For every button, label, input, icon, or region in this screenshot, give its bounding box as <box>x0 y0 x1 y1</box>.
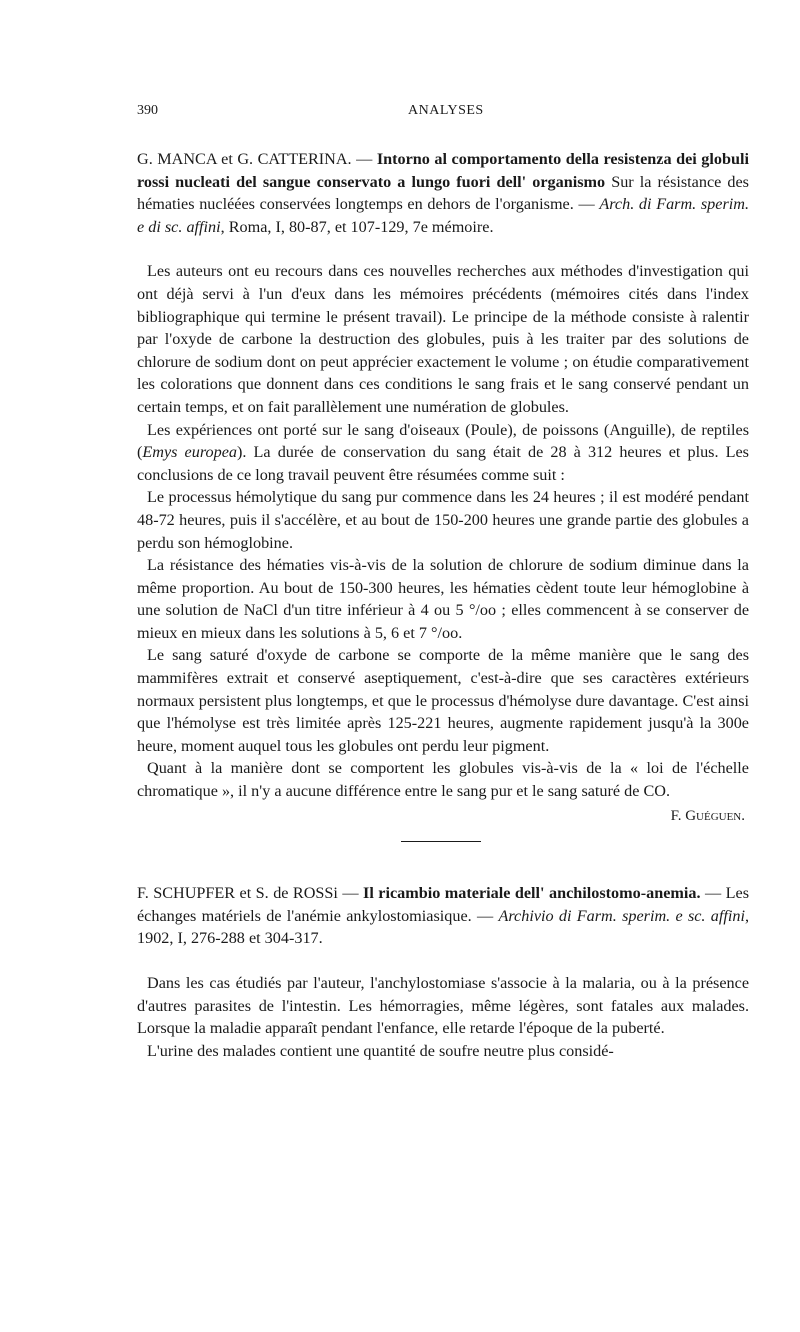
analysis-2-journal: Archivio di Farm. sperim. e sc. affini <box>498 906 745 925</box>
analysis-1-paragraph: Le sang saturé d'oxyde de carbone se comporte de la même manière que le sang des mammifères extrait et conservé aseptiquement, c'est-à-dire que ses caractères extérieurs normaux persistent plus longtemps, et que le processus d'hémolyse dure davantage. C'est ainsi que l'hémolyse est très limitée après 125-221 heures, augmente rapidement jusqu'à la 300e heure, moment auquel tous les globules ont perdu leur pigment. <box>137 646 749 755</box>
analysis-1-title-it: Intorno al comportamento della resistenza dei globuli rossi nucleati del sangue conservato a lungo fuori dell' organismo <box>137 150 749 191</box>
analysis-1-authors: G. MANCA et G. CATTERINA. <box>137 150 352 168</box>
analysis-1-paragraph: Quant à la manière dont se comportent les globules vis-à-vis de la « loi de l'échelle chromatique », il n'y a aucune différence entre le sang pur et le sang saturé de CO. <box>137 759 749 801</box>
analysis-2-title-fr: — Les échanges matériels de l'anémie ankylostomiasique. — <box>137 884 750 925</box>
page-number: 390 <box>137 103 158 118</box>
analysis-2-paragraph: L'urine des malades contient une quantité de soufre neutre plus considé- <box>147 1041 614 1060</box>
analysis-1-reference: , Roma, I, 80-87, et 107-129, 7e mémoire. <box>220 217 494 236</box>
analysis-1-citation: G. MANCA et G. CATTERINA. — Intorno al comportamento della resistenza dei globuli rossi nucleati del sangue conservato a lungo fuori dell' organismo Sur la résistance des hématies nucléées conservées longtemps en dehors de l'organisme. — Arch. di Farm. sperim. e di sc. affini, Roma, I, 80-87, et 107-129, 7e mémoire. <box>137 150 749 236</box>
analysis-1-paragraph: Le processus hémolytique du sang pur commence dans les 24 heures ; il est modéré pendant 48-72 heures, puis il s'accélère, et au bout de 150-200 heures une grande partie des globules a perdu son hémoglobine. <box>137 488 749 552</box>
analysis-1-title-fr: Sur la résistance des hématies nucléées conservées longtemps en dehors de l'organisme. <box>137 172 749 214</box>
analysis-1-journal: Arch. di Farm. sperim. e di sc. affini <box>137 195 749 236</box>
analysis-1-paragraph: La résistance des hématies vis-à-vis de la solution de chlorure de sodium diminue dans la même proportion. Au bout de 150-300 heures, les hématies cèdent toute leur hémoglobine à une solution de NaCl d'un titre inférieur à 4 ou 5 °/oo ; elles commencent à se conserver de mieux en mieux dans les solutions à 5, 6 et 7 °/oo. <box>137 556 749 642</box>
section-divider <box>401 841 481 842</box>
running-header <box>137 100 749 122</box>
running-title: ANALYSES <box>408 103 484 118</box>
page <box>137 100 749 1062</box>
analysis-1-paragraph: Les expériences ont porté sur le sang d'oiseaux (Poule), de poissons (Anguille), de reptiles (Emys europea). La durée de conservation du sang était de 28 à 312 heures et plus. Les conclusions de ce long travail peuvent être résumées comme suit : <box>137 420 749 484</box>
analysis-1-signature: F. Guéguen. <box>670 807 745 824</box>
analysis-2-citation: F. SCHUPFER et S. de ROSSi — Il ricambio materiale dell' anchilostomo-anemia. — Les échanges matériels de l'anémie ankylostomiasique. — Archivio di Farm. sperim. e sc. affini, 1902, I, 276-288 et 304-317. <box>137 884 750 948</box>
analysis-2-authors: F. SCHUPFER et S. de ROSSi <box>137 884 338 903</box>
analysis-2-paragraph: Dans les cas étudiés par l'auteur, l'anchylostomiase s'associe à la malaria, ou à la présence d'autres parasites de l'intestin. Les hémorragies, même légères, sont fatales aux malades. Lorsque la maladie apparaît pendant l'enfance, elle retarde l'époque de la puberté. <box>137 974 749 1038</box>
analysis-2-title-it: Il ricambio materiale dell' anchilostomo-anemia. <box>363 884 701 903</box>
analysis-1-paragraph: Les auteurs ont eu recours dans ces nouvelles recherches aux méthodes d'investigation qui ont déjà servi à l'un d'eux dans les mémoires précédents (mémoires cités dans l'index bibliographique qui termine le présent travail). Le principe de la méthode consiste à ralentir par l'oxyde de carbone la destruction des globules, puis à les traiter par des solutions de chlorure de sodium dont on peut apprécier exactement le volume ; on étudie comparativement les colorations que donnent dans ces conditions le sang frais et le sang conservé pendant un certain temps, et on fait parallèlement une numération de globules. <box>137 262 749 416</box>
analysis-2-reference: , 1902, I, 276-288 et 304-317. <box>137 906 749 948</box>
species-name: Emys europea <box>142 443 237 462</box>
